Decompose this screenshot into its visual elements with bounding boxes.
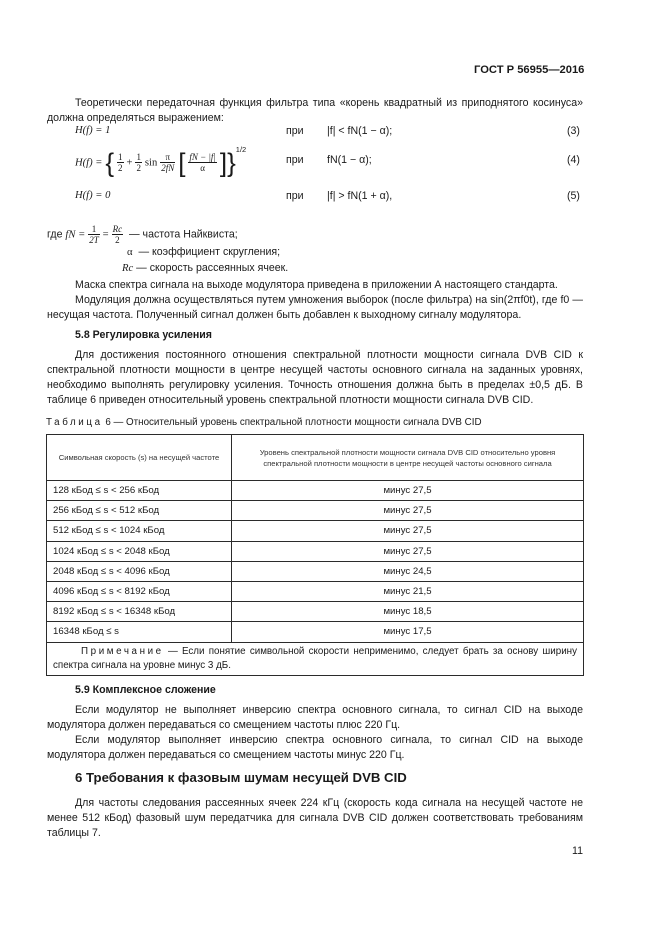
equation-3: [0, 125, 661, 145]
table-header-row: [47, 435, 584, 481]
standard-designation: ГОСТ Р 56955—2016: [474, 64, 585, 76]
section-5-8-text: Для достижения постоянного отношения спектральной плотности мощности сигнала DVB CID к спектральной плотности мощности в центре несущей частоты основного сигнала на заданных уровнях, необходимо выполнять регулировку усиления. Точность отношения должна быть в пределах ±0,5 дБ. В таблице 6 приведен относительный уровень спектральной плотности мощности сигнала DVB CID.: [47, 349, 583, 406]
column-header-level: Уровень спектральной плотности мощности сигнала DVB CID относительно уровня спектральной плотности мощности в центре несущей частоты основного сигнала: [232, 435, 584, 481]
table-row: 256 кБод ≤ s < 512 кБод минус 27,5: [47, 501, 584, 521]
equation-4: [0, 144, 661, 178]
where-alpha: α — коэффициент скругления;: [127, 246, 281, 258]
equation-3-number: (3): [567, 125, 580, 137]
section-5-8-title: 5.8 Регулировка усиления: [75, 329, 212, 341]
where-rc: Rc — скорость рассеянных ячеек.: [122, 262, 289, 274]
table-note: Примечание — Если понятие символьной скорости неприменимо, следует брать за основу ширину спектра сигнала на уровне минус 3 дБ.: [47, 642, 584, 675]
equation-4-lhs: H(f) = { $\frac{1}{2}$ + $\frac{1}{2}$ sin $\frac{\pi}{2fN}$ [ $\frac{fN - |f|}{\alpha}$ ]}$^{1/2}$: [75, 144, 247, 178]
table-row: 128 кБод ≤ s < 256 кБод минус 27,5: [47, 481, 584, 501]
equation-5-condition: |f| > fN(1 + α),: [327, 190, 393, 202]
where-nyquist: где fN = $\frac{1}{2T}$ = $\frac{Rc}{2}$ — частота Найквиста;: [47, 224, 238, 245]
table-row: 4096 кБод ≤ s < 8192 кБод минус 21,5: [47, 581, 584, 601]
mask-paragraph: Маска спектра сигнала на выходе модулятора приведена в приложении А настоящего стандарта.: [75, 279, 558, 291]
table-row: 8192 кБод ≤ s < 16348 кБод минус 18,5: [47, 602, 584, 622]
equation-4-number: (4): [567, 154, 580, 166]
table-6-caption: Таблица 6 — Относительный уровень спектральной плотности мощности сигнала DVB CID: [46, 417, 482, 428]
section-5-9-title: 5.9 Комплексное сложение: [75, 684, 216, 696]
column-header-symbol-rate: Символьная скорость (s) на несущей частоте: [47, 435, 232, 481]
table-row: 512 кБод ≤ s < 1024 кБод минус 27,5: [47, 521, 584, 541]
equation-3-lhs: H(f) = 1: [75, 125, 111, 136]
section-5-9-text: Если модулятор не выполняет инверсию спектра основного сигнала, то сигнал CID на выходе модулятора должен передаваться со смещением частоты плюс 220 Гц. Если модулятор выполняет инверсию спектра основного сигнала, то сигнал CID на выходе модулятора должен передаваться со смещением частоты минус 220 Гц.: [47, 704, 583, 761]
page-number: 11: [572, 845, 583, 857]
table-row: 16348 кБод ≤ s минус 17,5: [47, 622, 584, 642]
table-row: 2048 кБод ≤ s < 4096 кБод минус 24,5: [47, 561, 584, 581]
section-6-title: 6 Требования к фазовым шумам несущей DVB CID: [75, 770, 407, 785]
modulation-paragraph: Модуляция должна осуществляться путем умножения выборок (после фильтра) на sin(2πf0t), где f0 — несущая частота. Полученный сигнал должен быть добавлен к выходному сигналу модулятора.: [47, 294, 583, 321]
modulation-paragraphs: [47, 278, 583, 323]
equation-5: [0, 190, 661, 210]
section-6-text: Для частоты следования рассеянных ячеек 224 кГц (скорость кода сигнала на несущей частоте не менее 512 кБод) фазовый шум передатчика для сигнала DVB CID должен соответствовать требованиям таблицы 7.: [47, 797, 583, 839]
equation-4-condition-word: при: [286, 154, 304, 166]
equation-3-condition: |f| < fN(1 − α);: [327, 125, 393, 137]
table-6: [46, 434, 584, 676]
equation-5-number: (5): [567, 190, 580, 202]
equation-5-condition-word: при: [286, 190, 304, 202]
table-note-row: [47, 642, 584, 675]
equation-4-condition: fN(1 − α);: [327, 154, 372, 166]
equation-5-lhs: H(f) = 0: [75, 190, 111, 201]
equation-3-condition-word: при: [286, 125, 304, 137]
intro-paragraph: Теоретически передаточная функция фильтра типа «корень квадратный из приподнятого косинуса» должна определяться выражением:: [47, 97, 583, 124]
table-row: 1024 кБод ≤ s < 2048 кБод минус 27,5: [47, 541, 584, 561]
